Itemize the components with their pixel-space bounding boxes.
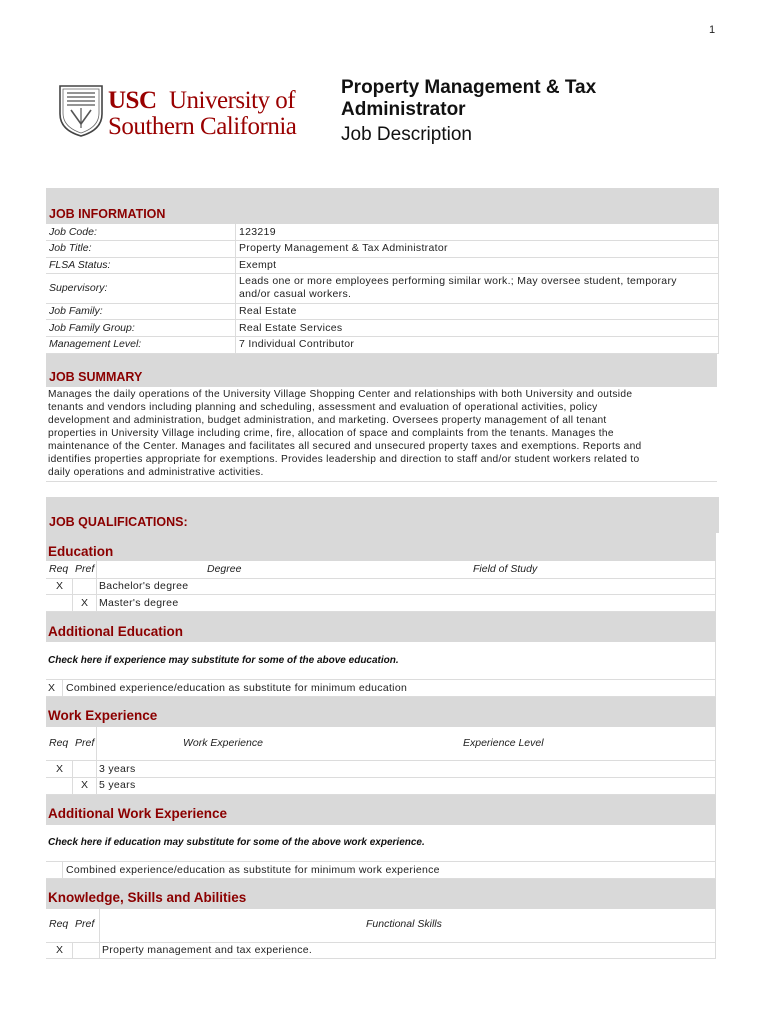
value-management-level: 7 Individual Contributor: [239, 338, 355, 350]
summary-line: identifies properties appropriate for exemptions. Provides leadership and direction to staff and/or student workers related to: [48, 454, 640, 465]
education-col-field: Field of Study: [473, 563, 538, 575]
label-job-family: Job Family:: [49, 305, 103, 317]
label-job-family-group: Job Family Group:: [49, 322, 135, 334]
job-qualifications-heading: JOB QUALIFICATIONS:: [49, 515, 188, 529]
education-row-pref: X: [81, 597, 89, 609]
title-line-2: Administrator: [341, 99, 466, 120]
document-title: [341, 77, 671, 147]
education-bar: [46, 533, 716, 561]
label-job-title: Job Title:: [49, 242, 92, 254]
work-experience-heading: Work Experience: [48, 708, 158, 723]
education-col-req: Req: [49, 563, 69, 575]
ksa-row-req: X: [56, 944, 64, 956]
value-flsa-status: Exempt: [239, 259, 277, 271]
label-job-code: Job Code:: [49, 226, 97, 238]
additional-education-heading: Additional Education: [48, 624, 183, 639]
ksa-col-skills: Functional Skills: [366, 918, 442, 930]
work-col-req: Req: [49, 737, 69, 749]
education-row-degree: Bachelor's degree: [99, 580, 189, 592]
summary-line: Manages the daily operations of the University Village Shopping Center and relationships with both University and outside: [48, 389, 633, 400]
value-job-code: 123219: [239, 226, 276, 238]
summary-line: daily operations and administrative activities.: [48, 467, 264, 478]
education-heading: Education: [48, 544, 114, 559]
job-summary-heading: JOB SUMMARY: [49, 370, 143, 384]
label-management-level: Management Level:: [49, 338, 142, 350]
ksa-heading: Knowledge, Skills and Abilities: [48, 890, 247, 905]
additional-work-experience-heading: Additional Work Experience: [48, 806, 228, 821]
additional-education-checkbox: X: [48, 682, 56, 694]
work-row-years: 5 years: [99, 779, 136, 791]
work-col-pref: Pref: [75, 737, 95, 749]
work-row-req: X: [56, 763, 64, 775]
value-job-title: Property Management & Tax Administrator: [239, 242, 448, 254]
summary-line: properties in University Village including crime, fire, allocation of space and complaints from the tenants. Manages the: [48, 428, 614, 439]
ksa-row-skill: Property management and tax experience.: [102, 944, 313, 956]
summary-line: tenants and vendors including planning and scheduling, assessment and evaluation of operational activities, policy: [48, 402, 598, 413]
education-col-degree: Degree: [207, 563, 242, 575]
additional-work-experience-note: Check here if education may substitute for some of the above work experience.: [48, 837, 425, 848]
summary-line: development and administration, budget administration, and marketing. Oversees property management of all tenant: [48, 415, 607, 426]
page-number: 1: [709, 24, 716, 36]
label-supervisory: Supervisory:: [49, 282, 108, 294]
value-job-family: Real Estate: [239, 305, 297, 317]
education-row-degree: Master's degree: [99, 597, 179, 609]
usc-seal-icon: [58, 84, 104, 138]
title-line-1: Property Management & Tax: [341, 77, 597, 98]
value-supervisory-line2: and/or casual workers.: [239, 288, 352, 300]
education-row-req: X: [56, 580, 64, 592]
work-row-years: 3 years: [99, 763, 136, 775]
value-supervisory-line1: Leads one or more employees performing similar work.; May oversee student, temporary: [239, 275, 677, 287]
job-information-heading: JOB INFORMATION: [49, 207, 166, 221]
logo-university-text: University of: [169, 87, 296, 114]
ksa-col-req: Req: [49, 918, 69, 930]
job-summary-bar: [46, 354, 717, 387]
value-job-family-group: Real Estate Services: [239, 322, 343, 334]
additional-work-experience-text: Combined experience/education as substitute for minimum work experience: [66, 864, 440, 876]
logo-usc-text: USC: [108, 87, 157, 114]
work-col-experience: Work Experience: [183, 737, 263, 749]
label-flsa-status: FLSA Status:: [49, 259, 111, 271]
ksa-col-pref: Pref: [75, 918, 95, 930]
additional-education-note: Check here if experience may substitute for some of the above education.: [48, 655, 399, 666]
education-col-pref: Pref: [75, 563, 95, 575]
additional-education-text: Combined experience/education as substitute for minimum education: [66, 682, 408, 694]
logo-southern-california-text: Southern California: [108, 113, 297, 140]
work-col-level: Experience Level: [463, 737, 544, 749]
usc-logo: [58, 84, 328, 140]
work-row-pref: X: [81, 779, 89, 791]
title-subtitle: Job Description: [341, 124, 472, 145]
summary-line: maintenance of the Center. Manages and facilitates all secured and unsecured property taxes and exemptions. Reports and: [48, 441, 642, 452]
